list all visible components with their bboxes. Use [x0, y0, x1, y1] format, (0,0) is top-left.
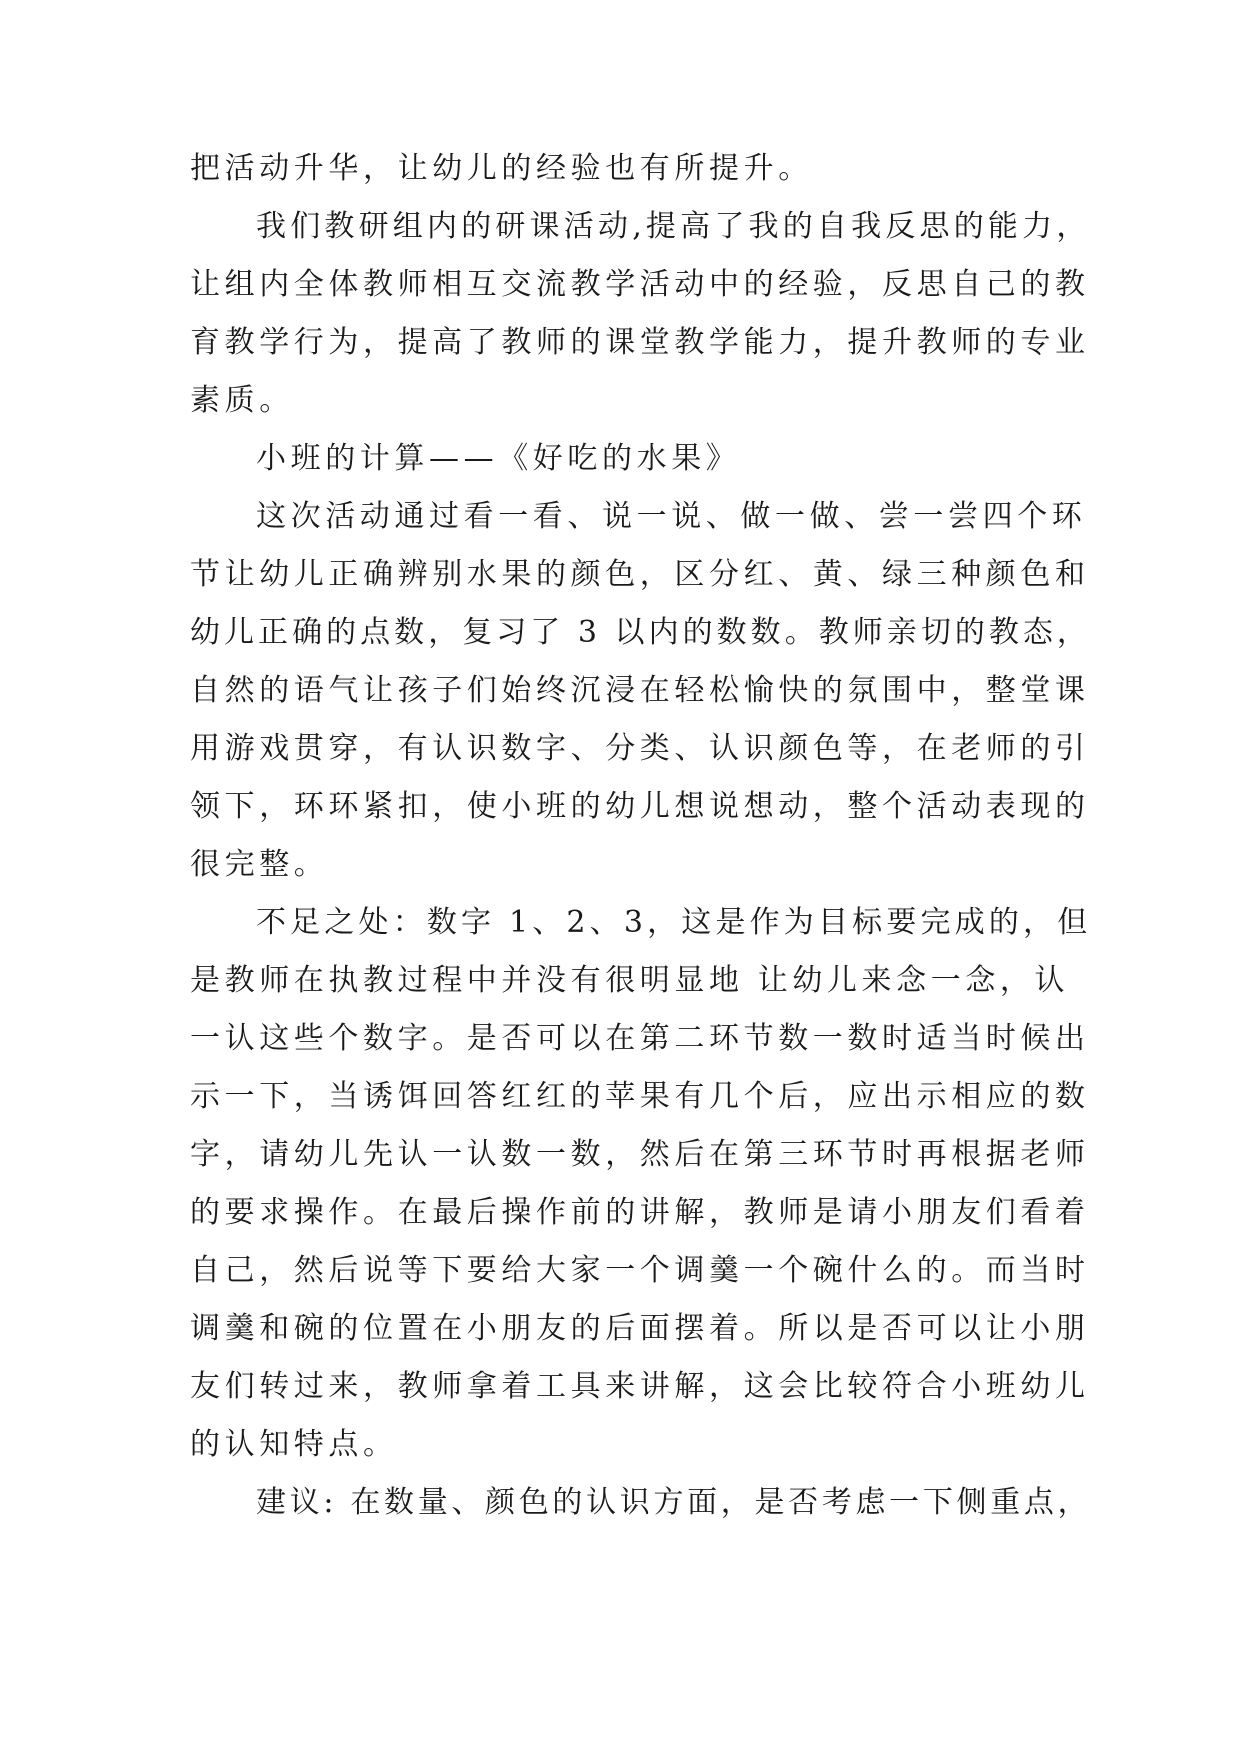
text-line: 育教学行为，提高了教师的课堂教学能力，提升教师的专业 — [190, 325, 1090, 360]
paragraph-start-line: 建议: 在数量、颜色的认识方面，是否考虑一下侧重点， — [256, 1485, 1092, 1520]
text-line: 素质。 — [190, 383, 294, 418]
text-line: 一认这些个数字。是否可以在第二环节数一数时适当时候出 — [190, 1021, 1090, 1056]
text-line: 的要求操作。在最后操作前的讲解，教师是请小朋友们看着 — [190, 1195, 1090, 1230]
text-line: 字，请幼儿先认一认数一数，然后在第三环节时再根据老师 — [190, 1137, 1090, 1172]
text-line: 友们转过来，教师拿着工具来讲解，这会比较符合小班幼儿 — [190, 1369, 1090, 1404]
text-line: 让组内全体教师相互交流教学活动中的经验，反思自己的教 — [190, 267, 1090, 302]
text-line: 自己，然后说等下要给大家一个调羹一个碗什么的。而当时 — [190, 1253, 1090, 1288]
text-line: 用游戏贯穿，有认识数字、分类、认识颜色等，在老师的引 — [190, 731, 1090, 766]
text-line: 领下，环环紧扣，使小班的幼儿想说想动，整个活动表现的 — [190, 789, 1090, 824]
paragraph-start-line: 不足之处：数字 1、2、3，这是作为目标要完成的，但 — [256, 905, 1092, 940]
text-line: 幼儿正确的点数，复习了 3 以内的数数。教师亲切的教态， — [190, 615, 1091, 650]
text-line: 很完整。 — [190, 847, 329, 882]
text-line: 示一下，当诱饵回答红红的苹果有几个后，应出示相应的数 — [190, 1079, 1090, 1114]
text-line: 自然的语气让孩子们始终沉浸在轻松愉快的氛围中，整堂课 — [190, 673, 1090, 708]
text-line: 是教师在执教过程中并没有很明显地 让幼儿来念一念，认 — [190, 963, 1070, 998]
section-heading: 小班的计算——《好吃的水果》 — [256, 441, 741, 476]
text-line: 调羹和碗的位置在小朋友的后面摆着。所以是否可以让小朋 — [190, 1311, 1090, 1346]
paragraph-start-line: 我们教研组内的研课活动,提高了我的自我反思的能力， — [256, 209, 1091, 244]
text-line: 节让幼儿正确辨别水果的颜色，区分红、黄、绿三种颜色和 — [190, 557, 1090, 592]
paragraph-start-line: 这次活动通过看一看、说一说、做一做、尝一尝四个环 — [256, 499, 1087, 534]
text-line: 的认知特点。 — [190, 1427, 398, 1462]
text-line: 把活动升华，让幼儿的经验也有所提升。 — [190, 151, 813, 186]
